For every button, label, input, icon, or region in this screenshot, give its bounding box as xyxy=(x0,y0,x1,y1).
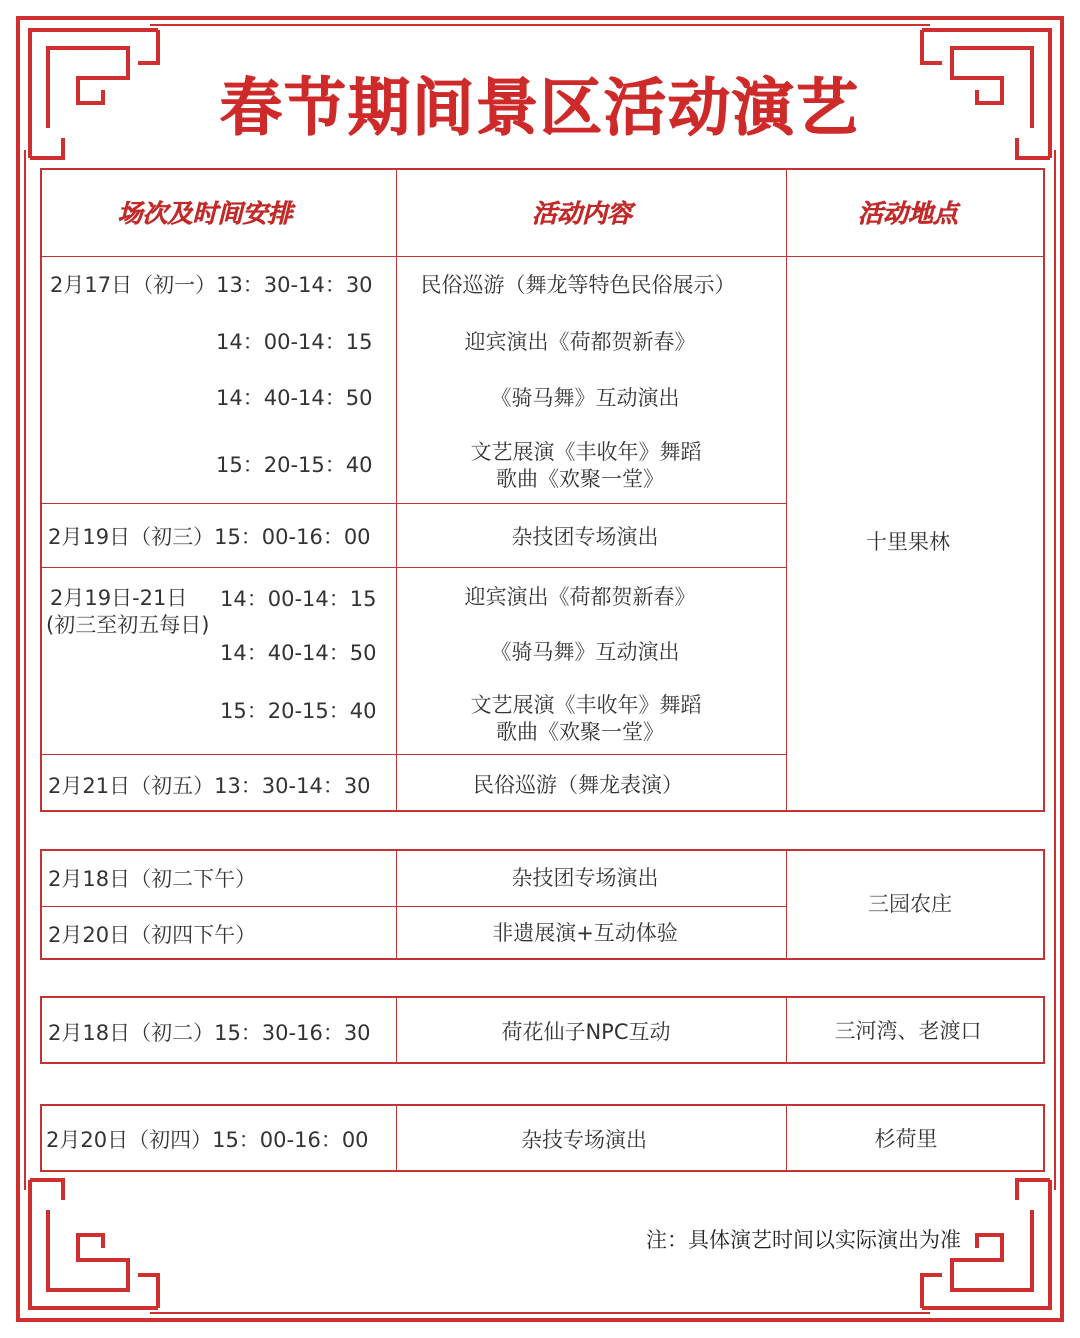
row-activity-line2: 歌曲《欢聚一堂》 xyxy=(496,467,664,491)
row-activity: 民俗巡游（舞龙表演） xyxy=(473,773,683,797)
col-divider-2 xyxy=(786,1104,787,1170)
row-activity-line2: 歌曲《欢聚一堂》 xyxy=(496,720,664,744)
corner-ornament-bottom-left xyxy=(8,1160,178,1330)
row-date: 2月19日-21日 xyxy=(50,586,188,610)
frame-left-line xyxy=(16,150,20,1190)
row-time: 14：00-14：15 xyxy=(216,330,373,354)
row-activity-line1: 文艺展演《丰收年》舞蹈 xyxy=(470,693,702,717)
row-date: 2月21日（初五）13：30-14：30 xyxy=(48,774,371,798)
row-date: 2月18日（初二下午） xyxy=(48,867,257,891)
col-divider-2 xyxy=(786,168,787,810)
col-divider-1 xyxy=(396,1104,397,1170)
frame-right-line-inner xyxy=(1054,150,1056,1190)
col-divider-1 xyxy=(396,849,397,958)
frame-left-line-inner xyxy=(24,150,26,1190)
frame-top-line xyxy=(150,16,930,20)
row-date: 2月20日（初四）15：00-16：00 xyxy=(46,1128,369,1152)
header-content: 活动内容 xyxy=(531,199,633,228)
location-cell: 三园农庄 xyxy=(868,892,952,916)
col-divider-2 xyxy=(786,849,787,958)
row-activity: 《骑马舞》互动演出 xyxy=(490,640,680,664)
location-cell: 杉荷里 xyxy=(874,1127,938,1151)
col-divider-1 xyxy=(396,996,397,1062)
row-time: 14：00-14：15 xyxy=(220,587,377,611)
row-divider xyxy=(40,503,787,504)
row-time: 15：20-15：40 xyxy=(216,453,373,477)
frame-right-line xyxy=(1060,150,1064,1190)
col-divider-2 xyxy=(786,996,787,1062)
row-date-sub: (初三至初五每日) xyxy=(46,613,210,637)
row-activity: 杂技团专场演出 xyxy=(511,525,659,549)
frame-top-line-inner xyxy=(150,24,930,26)
header-divider xyxy=(40,256,1043,257)
location-cell: 十里果林 xyxy=(866,530,950,554)
row-divider xyxy=(40,567,787,568)
row-activity: 非遗展演+互动体验 xyxy=(492,921,678,945)
frame-bottom-line xyxy=(150,1318,930,1322)
row-activity: 荷花仙子NPC互动 xyxy=(501,1020,671,1044)
row-activity: 杂技专场演出 xyxy=(521,1128,647,1152)
row-time: 14：40-14：50 xyxy=(220,641,377,665)
frame-bottom-line-inner xyxy=(150,1312,930,1314)
row-activity: 迎宾演出《荷都贺新春》 xyxy=(464,330,696,354)
row-activity-line1: 文艺展演《丰收年》舞蹈 xyxy=(470,440,702,464)
footnote: 注：具体演艺时间以实际演出为准 xyxy=(646,1228,961,1252)
header-schedule: 场次及时间安排 xyxy=(117,199,293,228)
row-date: 2月19日（初三）15：00-16：00 xyxy=(48,525,371,549)
row-time: 15：20-15：40 xyxy=(220,699,377,723)
row-date: 2月17日（初一）13：30-14：30 xyxy=(50,273,373,297)
row-date: 2月20日（初四下午） xyxy=(48,923,257,947)
row-activity: 杂技团专场演出 xyxy=(511,866,659,890)
location-cell: 三河湾、老渡口 xyxy=(834,1019,982,1043)
row-divider xyxy=(40,906,787,907)
col-divider-1 xyxy=(396,168,397,810)
row-date: 2月18日（初二）15：30-16：30 xyxy=(48,1021,371,1045)
row-time: 14：40-14：50 xyxy=(216,386,373,410)
row-divider xyxy=(40,754,787,755)
page-title: 春节期间景区活动演艺 xyxy=(219,71,860,144)
row-activity: 《骑马舞》互动演出 xyxy=(490,386,680,410)
row-activity: 迎宾演出《荷都贺新春》 xyxy=(464,585,696,609)
header-location: 活动地点 xyxy=(857,199,959,228)
row-activity: 民俗巡游（舞龙等特色民俗展示） xyxy=(420,273,736,297)
